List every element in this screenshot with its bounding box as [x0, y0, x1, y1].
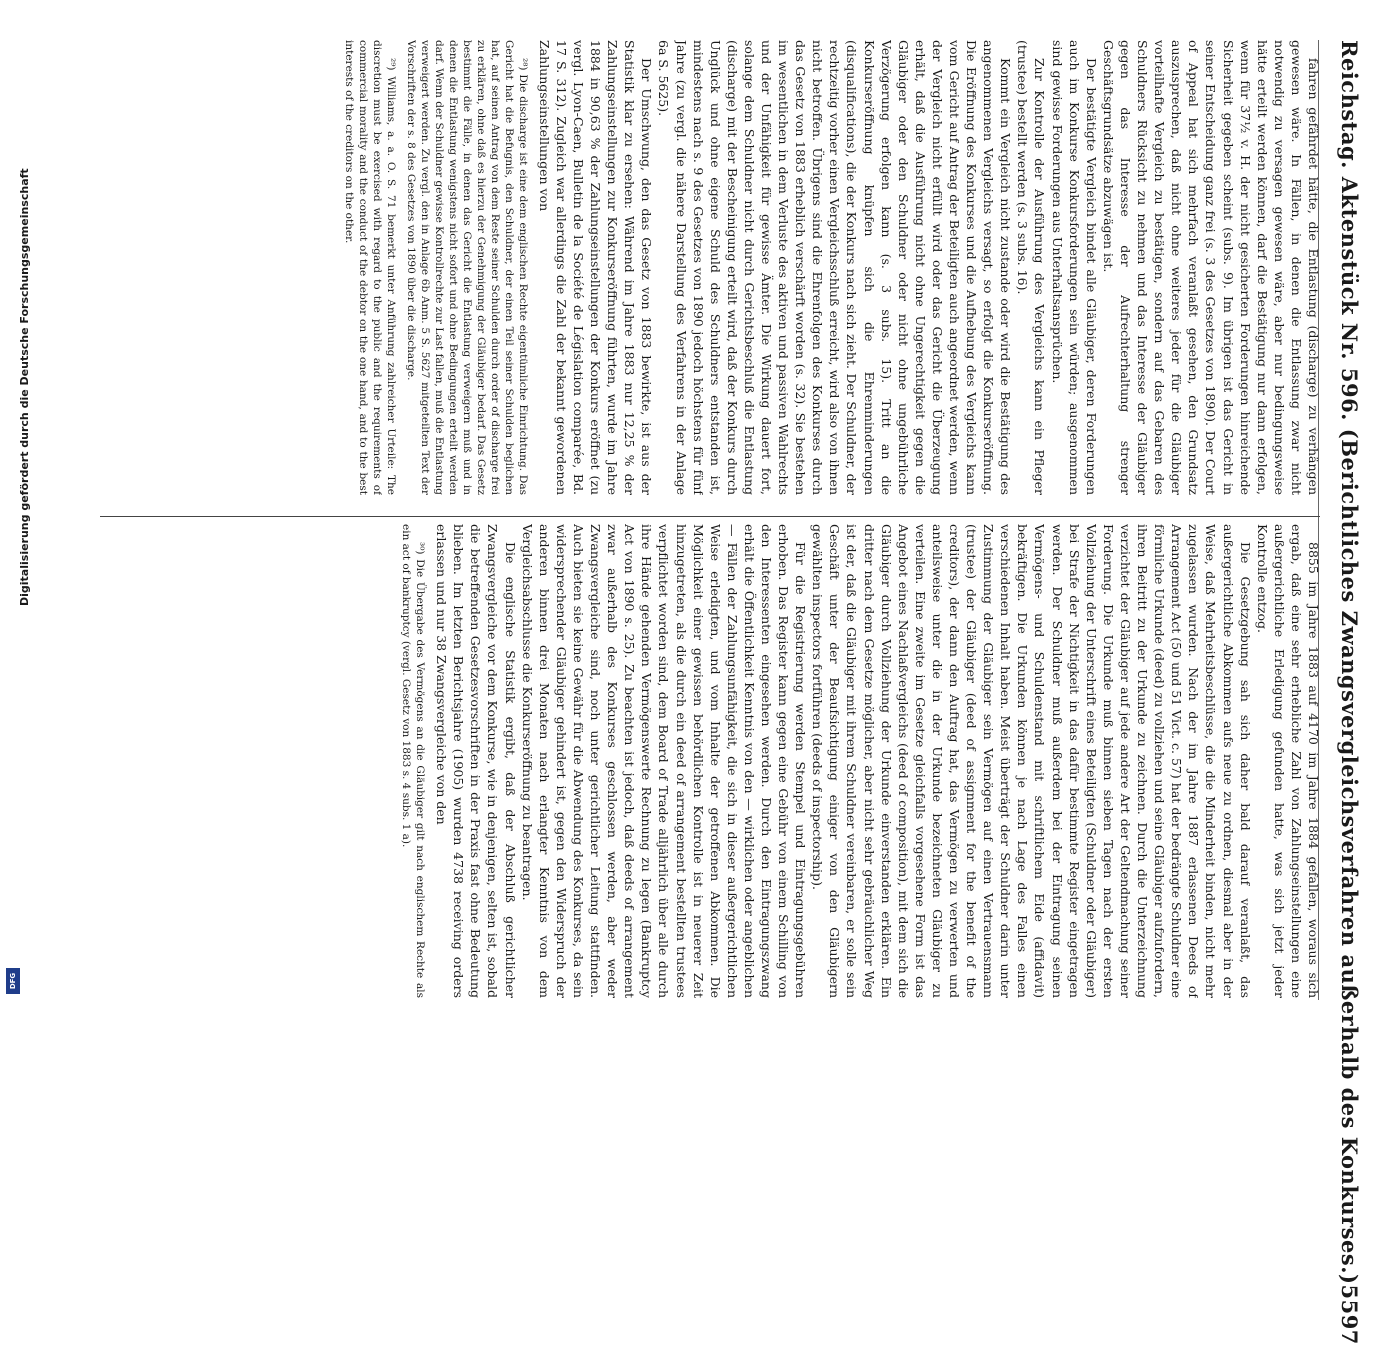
- left-column: [152, 40, 1322, 495]
- column-divider: [100, 516, 1320, 517]
- footnote: ³⁰) Die Übergabe des Vermögens an die Gläubiger gilt nach englischem Rechte als ein act of bankruptcy (vergl. Gesetz von 1883 s. 4 subs. 1 a).: [400, 524, 427, 998]
- page-number: 5597: [1337, 1284, 1362, 1345]
- running-title: Reichstag. Aktenstück Nr. 596. (Berichtliches Zwangsvergleichsverfahren außerhalb des Konkurses.): [1337, 40, 1362, 1285]
- footnote: ²⁸) Die discharge ist eine dem englischen Rechte eigentümliche Einrichtung. Das Gericht hat die Befugnis, den Schuldner, der einen Teil seiner Schulden beglichen hat, auf seinen Antrag von dem Reste seiner Schulden durch order of discharge frei zu erklären, ohne daß es hierzu der Genehmigung der Gläubiger bedarf. Das Gesetz bestimmt die Fälle, in denen das Gericht die Entlastung verweigern muß und in denen die Entlastung wenigstens nicht sofort und ohne Bedingungen erteilt werden darf. Wenn der Schuldner gewisse Kontrollrechte zur Last fallen, muß die Entlastung verweigert werden. Zu vergl. den in Anlage 6b Anm. 5 S. 5627 mitgeteilten Text der Vorschriften der s. 8 des Gesetzes von 1890 über die discharge.: [404, 40, 529, 495]
- paragraph: Die englische Statistik ergibt, daß der Abschluß gerichtlicher Zwangsvergleiche vor dem Konkurse, wie in denjenigen, selten ist, sobald die betreffenden Gesetzesvorschriften in der Praxis fast ohne Bedeutung blieben. Im letzten Berichtsjahre (1905) wurden 4738 receiving orders erlassen und nur 38 Zwangsvergleiche von den: [434, 524, 518, 998]
- paragraph: Der bestätigte Vergleich bindet alle Gläubiger, deren Forderungen auch im Konkurse Konkursforderungen sein würden; ausgenommen sind gewisse Forderungen aus Unterhaltsansprüchen.: [1049, 40, 1099, 495]
- paragraph: Die Gesetzgebung sah sich daher bald darauf veranlaßt, das außergerichtliche Abkommen aufs neue zu ordnen, diesmal aber in der Weise, daß Mehrheitsbeschlüsse, die die Minderheit binden, nicht mehr zugelassen wurden. Nach der im Jahre 1887 erlassenen Deeds of Arrangement Act (50 und 51 Vict. c. 57) hat der bedrängte Schuldner eine förmliche Urkunde (deed) zu vollziehen und seine Gläubiger aufzufordern, ihren Beitritt zu der Urkunde zu zeichnen. Durch die Unterzeichnung verzichtet der Gläubiger auf jede andere Art der Geltendmachung seiner Forderung. Die Urkunde muß binnen sieben Tagen nach der ersten Vollziehung der Unterschrift eines Beteiligten (Schuldner oder Gläubiger) bei Strafe der Nichtigkeit in das dafür bestimmte Register eingetragen werden. Der Schuldner muß außerdem bei der Eintragung seinen Vermögens- und Schuldenstand mit schriftlichem Eide (affidavit) bekräftigen. Die Urkunden können je nach Lage des Falles einen verschiedenen Inhalt haben. Meist überträgt der Schuldner darin unter Zustimmung der Gläubiger sein Vermögen auf einen Vertrauensmann (trustee) der Gläubiger (deed of assignment for the benefit of the creditors), der dann den Auftrag hat, das Vermögen zu verwerten und anteilsweise unter die in der Urkunde bezeichneten Gläubiger zu verteilen. Eine zweite im Gesetze gleichfalls vorgesehene Form ist das Angebot eines Nachlaßvergleichs (deed of composition), mit dem sich die Gläubiger durch Vollziehung der Urkunde einverstanden erklären. Ein dritter nach dem Gesetze möglicher, aber nicht sehr gebräuchlicher Weg ist der, daß die Gläubiger mit ihrem Schuldner vereinbaren, er solle sein Geschäft unter der Beaufsichtigung einiger von den Gläubigern gewählten inspectors fortführen (deeds of inspectorship).: [810, 524, 1253, 998]
- paragraph: Zur Kontrolle der Ausführung des Vergleichs kann ein Pfleger (trustee) bestellt werden (s. 3 subs. 16).: [1015, 40, 1048, 495]
- footnote: ²⁹) Williams, a. a. O. S. 71 bemerkt unter Anführung zahlreicher Urteile: The discretion must be exercised with regard to the public and the requirements of commercial morality and the conduct of the debtor on the one hand, and to the best interests of the creditors on the other.: [342, 40, 397, 495]
- right-column: [162, 524, 1322, 998]
- paragraph: 8855 im Jahre 1883 auf 4170 im Jahre 1884 gefallen, woraus sich ergab, daß eine sehr erhebliche Zahl von Zahlungseinstellungen eine außergerichtliche Erledigung gefunden hatte, was sich jetzt jeder Kontrolle entzog.: [1254, 524, 1321, 998]
- digitization-note: Digitalisierung gefördert durch die Deutsche Forschungsgemeinschaft: [18, 168, 31, 606]
- logo-text: DFG: [9, 972, 17, 990]
- paragraph: Der Umschwung, den das Gesetz von 1883 bewirkte, ist aus der Statistik klar zu ersehen: Während im Jahre 1883 nur 12,25 % der Zahlungseinstellungen zur Konkurseröffnung führten, wurde im Jahre 1884 in 90,63 % der Zahlungseinstellungen der Konkurs eröffnet (zu vergl. Lyon-Caen, Bulletin de la Société de Législation comparée, Bd. 17 S. 312). Zugleich war allerdings die Zahl der bekannt gewordenen Zahlungseinstellungen von: [536, 40, 655, 495]
- paragraph: Für die Registrierung werden Stempel und Eintragungsgebühren erhoben. Das Register kann gegen eine Gebühr von einem Schilling von den Interessenten eingesehen werden. Durch den Eintragungszwang erhält die Öffentlichkeit Kenntnis von den — wirklichen oder angeblichen — Fällen der Zahlungsunfähigkeit, die sich in dieser außergerichtlichen Weise erledigten, und vom Inhalte der getroffenen Abkommen. Die Möglichkeit einer gewissen behördlichen Kontrolle ist in neuerer Zeit hinzugetreten, als die durch ein deed of arrangement bestellten trustees verpflichtet worden sind, dem Board of Trade alljährlich über alle durch ihre Hände gehenden Vermögenswerte Rechnung zu legen (Bankruptcy Act von 1890 s. 25). Zu beachten ist jedoch, daß deeds of arrangement zwar außerhalb des Konkurses geschlossen werden, aber weder Zwangsvergleiche sind, noch unter gerichtlicher Leitung stattfinden. Auch bieten sie keine Gewähr für die Abwendung des Konkurses, da sein widersprechender Gläubiger gehindert ist, gegen den Widerspruch der anderen binnen drei Monaten nach erlangter Kenntnis von dem Vergleichsabschlusse die Konkurseröffnung zu beantragen.: [519, 524, 809, 998]
- paragraph: fahren gefährdet hätte, die Entlastung (discharge) zu verhängen gewesen wäre. In Fällen, in denen die Entlassung zwar nicht notwendig zu versagen gewesen wäre, aber nur bedingungsweise hätte erteilt werden können, darf die Bestätigung nur dann erfolgen, wenn für 37½ v. H. der nicht gesicherten Forderungen hinreichende Sicherheit gegeben scheint (subs. 9). Im übrigen ist das Gericht in seiner Entscheidung ganz frei (s. 3 des Gesetzes von 1890). Der Court of Appeal hat sich mehrfach veranlaßt gesehen, den Grundsatz auszusprechen, daß nicht ohne weiteres jeder für die Gläubiger vorteilhafte Vergleich zu bestätigen, sondern auf das Gebaren des Schuldners Rücksicht zu nehmen und das Interesse der Gläubiger gegen das Interesse der Aufrechterhaltung strenger Geschäftsgrundsätze abzuwägen ist.: [1100, 40, 1321, 495]
- dfg-logo: [6, 968, 20, 994]
- paragraph: Kommt ein Vergleich nicht zustande oder wird die Bestätigung des angenommenen Vergleichs versagt, so erfolgt die Konkurseröffnung. Die Eröffnung des Konkurses und die Aufhebung des Vergleichs kann vom Gericht auf Antrag der Beteiligten auch angeordnet werden, wenn der Vergleich nicht erfüllt wird oder das Gericht die Überzeugung erhält, daß die Ausführung nicht ohne Ungerechtigkeit gegen die Gläubiger oder den Schuldner oder nicht ohne ungebührliche Verzögerung erfolgen kann (s. 3 subs. 15). Tritt an die Konkurseröffnung knüpfen sich die Ehrenminderungen (disqualifications), die der Konkurs nach sich zieht. Der Schuldner, der rechtzeitig vorher einen Vergleichsschluß erreicht, wird also von ihnen nicht betroffen. Übrigens sind die Ehrenfolgen des Konkurses durch das Gesetz von 1883 erheblich verschärft worden (s. 32). Sie bestehen im wesentlichen in dem Verluste des aktiven und passiven Wahlrechts und der Unfähigkeit für gewisse Ämter. Die Wirkung dauert fort, solange dem Schuldner nicht durch Gerichtsbeschluß die Entlastung (discharge) mit der Bescheinigung erteilt wird, daß der Konkurs durch Unglück und ohne eigene Schuld des Schuldners entstanden ist, mindestens nach s. 9 des Gesetzes von 1890 jedoch höchstens für fünf Jahre (zu vergl. die nähere Darstellung des Verfahrens in der Anlage 6a S. 5625).: [656, 40, 1014, 495]
- page-header: [1337, 40, 1362, 1345]
